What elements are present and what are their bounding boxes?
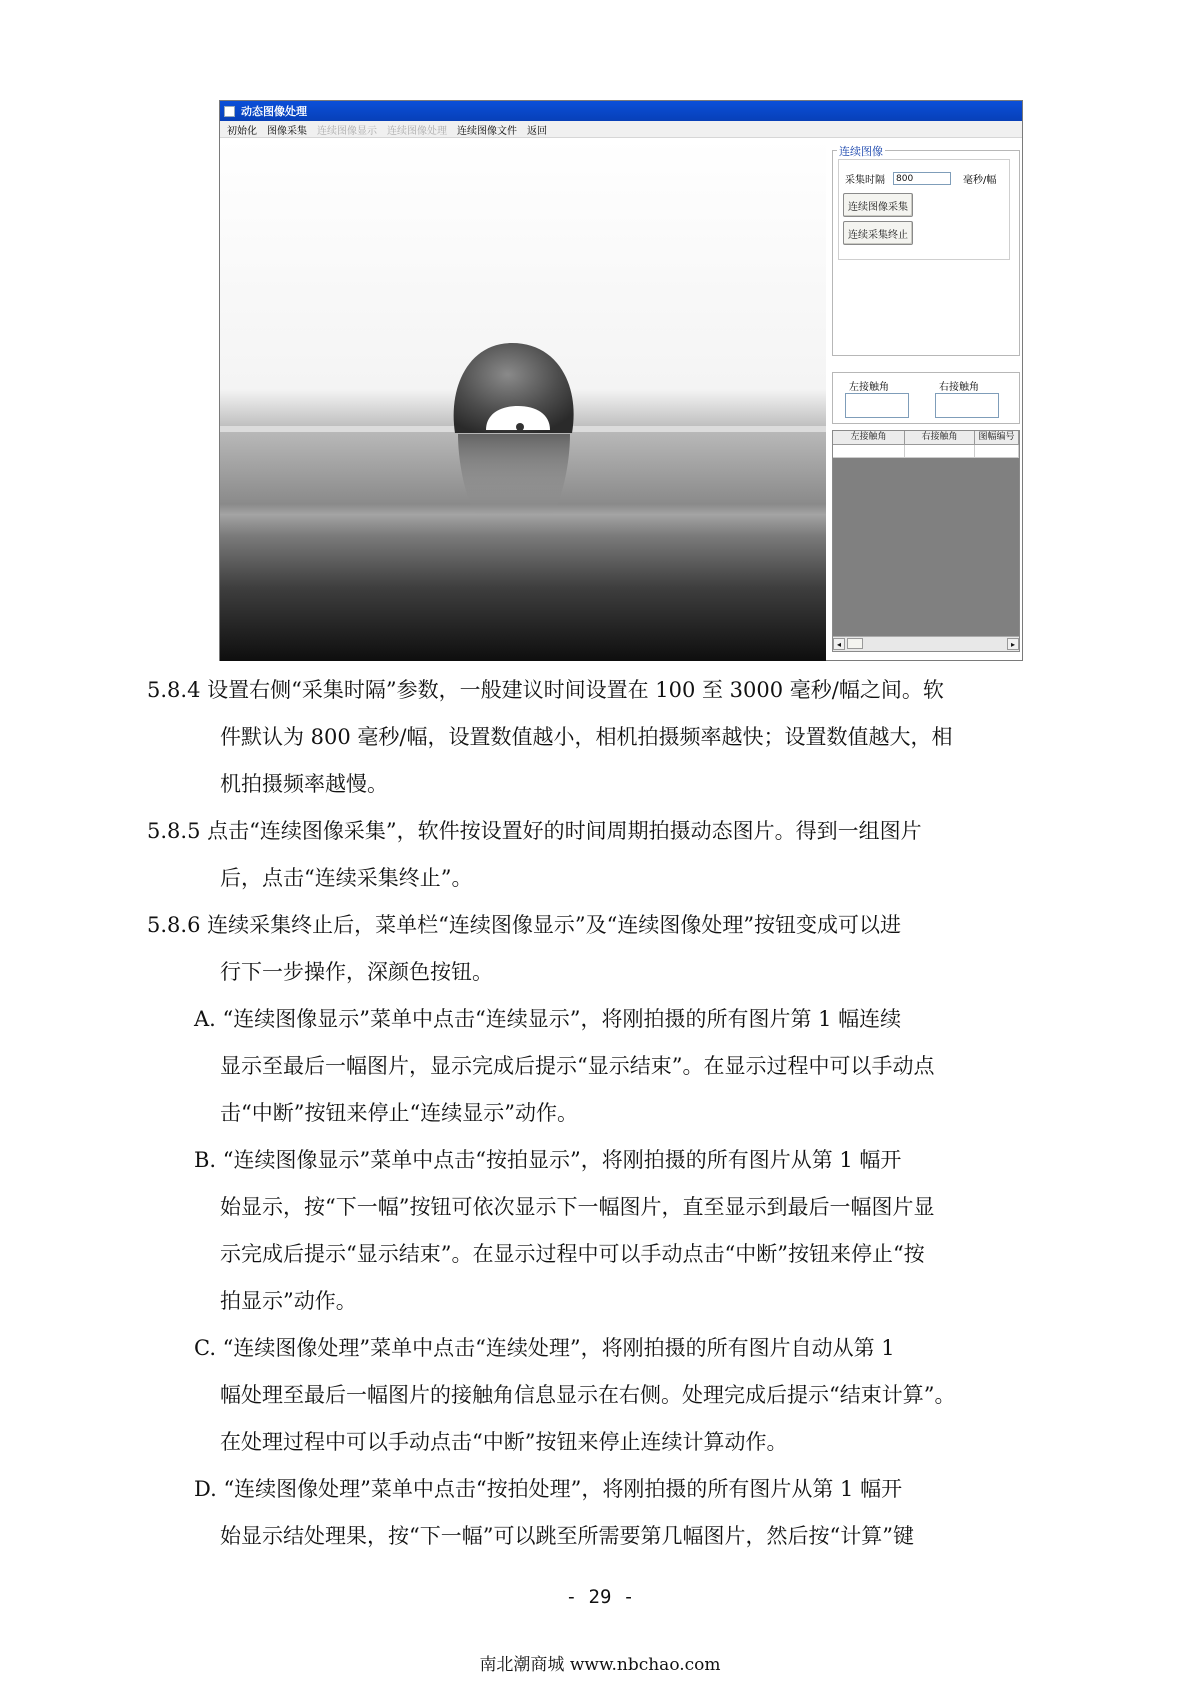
interval-unit: 毫秒/幅 xyxy=(963,175,997,186)
continuous-image-group xyxy=(832,145,1020,356)
item-b-line-1: B. “连续图像显示”菜单中点击“按拍显示”，将刚拍摄的所有图片从第 1 幅开 xyxy=(194,1148,902,1172)
menu-item-continuous-process[interactable]: 连续图像处理 xyxy=(387,125,447,137)
column-header-right-angle[interactable]: 右接触角 xyxy=(905,431,975,444)
item-d-line-1: D. “连续图像处理”菜单中点击“按拍处理”，将刚拍摄的所有图片从第 1 幅开 xyxy=(194,1477,903,1501)
table-cell xyxy=(975,445,1019,457)
item-b-line-2: 始显示，按“下一幅”按钮可依次显示下一幅图片，直至显示到最后一幅图片显 xyxy=(220,1195,935,1219)
page-number: - 29 - xyxy=(565,1586,635,1608)
menu-item-init[interactable]: 初始化 xyxy=(227,125,257,137)
left-angle-field[interactable] xyxy=(845,393,909,418)
capture-settings-panel xyxy=(838,159,1010,260)
item-a-line-1: A. “连续图像显示”菜单中点击“连续显示”，将刚拍摄的所有图片第 1 幅连续 xyxy=(194,1007,902,1031)
table-cell xyxy=(905,445,975,457)
paragraph-5-8-6-line-1: 5.8.6 连续采集终止后，菜单栏“连续图像显示”及“连续图像处理”按钮变成可以进 xyxy=(147,913,902,937)
paragraph-5-8-5-line-1: 5.8.5 点击“连续图像采集”，软件按设置好的时间周期拍摄动态图片。得到一组图片 xyxy=(147,819,922,843)
paragraph-5-8-6-line-2: 行下一步操作，深颜色按钮。 xyxy=(220,960,493,984)
app-window-icon xyxy=(224,106,235,117)
droplet-camera-image xyxy=(220,138,826,661)
item-d-line-2: 始显示结处理果，按“下一幅”可以跳至所需要第几幅图片，然后按“计算”键 xyxy=(220,1524,914,1548)
paragraph-5-8-4-line-1: 5.8.4 设置右侧“采集时隔”参数，一般建议时间设置在 100 至 3000 毫秒/幅之间。软 xyxy=(147,678,944,702)
results-grid[interactable] xyxy=(832,430,1020,652)
menu-item-continuous-file[interactable]: 连续图像文件 xyxy=(457,125,517,137)
results-grid-header xyxy=(833,431,1019,445)
column-header-frame-number[interactable]: 图幅编号 xyxy=(975,431,1019,444)
column-header-left-angle[interactable]: 左接触角 xyxy=(833,431,905,444)
app-menu-bar xyxy=(220,121,1022,138)
item-c-line-2: 幅处理至最后一幅图片的接触角信息显示在右侧。处理完成后提示“结束计算”。 xyxy=(220,1383,956,1407)
item-c-line-1: C. “连续图像处理”菜单中点击“连续处理”，将刚拍摄的所有图片自动从第 1 xyxy=(194,1336,895,1360)
interval-input[interactable]: 800 xyxy=(893,172,951,185)
app-title-bar xyxy=(220,101,1022,121)
item-a-line-3: 击“中断”按钮来停止“连续显示”动作。 xyxy=(220,1101,578,1125)
page-footer: 南北潮商城 www.nbchao.com xyxy=(479,1655,721,1675)
horizontal-scrollbar[interactable] xyxy=(833,636,1019,651)
right-angle-label: 右接触角 xyxy=(939,382,979,393)
table-cell xyxy=(833,445,905,457)
app-title: 动态图像处理 xyxy=(241,105,307,118)
table-row[interactable] xyxy=(833,445,1019,458)
item-c-line-3: 在处理过程中可以手动点击“中断”按钮来停止连续计算动作。 xyxy=(220,1430,788,1454)
interval-label: 采集时隔 xyxy=(845,175,885,186)
contact-angle-panel xyxy=(832,372,1020,424)
app-window-screenshot xyxy=(219,100,1023,661)
left-angle-label: 左接触角 xyxy=(849,382,889,393)
right-angle-field[interactable] xyxy=(935,393,999,418)
stop-capture-button[interactable]: 连续采集终止 xyxy=(843,221,913,245)
paragraph-5-8-5-line-2: 后，点击“连续采集终止”。 xyxy=(220,866,473,890)
item-a-line-2: 显示至最后一幅图片，显示完成后提示“显示结束”。在显示过程中可以手动点 xyxy=(220,1054,935,1078)
scroll-thumb[interactable] xyxy=(847,638,863,649)
paragraph-5-8-4-line-3: 机拍摄频率越慢。 xyxy=(220,772,388,796)
scroll-left-icon[interactable]: ◂ xyxy=(833,638,845,650)
menu-item-continuous-display[interactable]: 连续图像显示 xyxy=(317,125,377,137)
item-b-line-3: 示完成后提示“显示结束”。在显示过程中可以手动点击“中断”按钮来停止“按 xyxy=(220,1242,925,1266)
item-b-line-4: 拍显示”动作。 xyxy=(220,1289,357,1313)
menu-item-return[interactable]: 返回 xyxy=(527,125,547,137)
continuous-capture-button[interactable]: 连续图像采集 xyxy=(843,193,913,217)
group-title: 连续图像 xyxy=(839,145,883,158)
paragraph-5-8-4-line-2: 件默认为 800 毫秒/幅，设置数值越小，相机拍摄频率越快；设置数值越大，相 xyxy=(220,725,953,749)
menu-item-capture[interactable]: 图像采集 xyxy=(267,125,307,137)
scroll-right-icon[interactable]: ▸ xyxy=(1007,638,1019,650)
